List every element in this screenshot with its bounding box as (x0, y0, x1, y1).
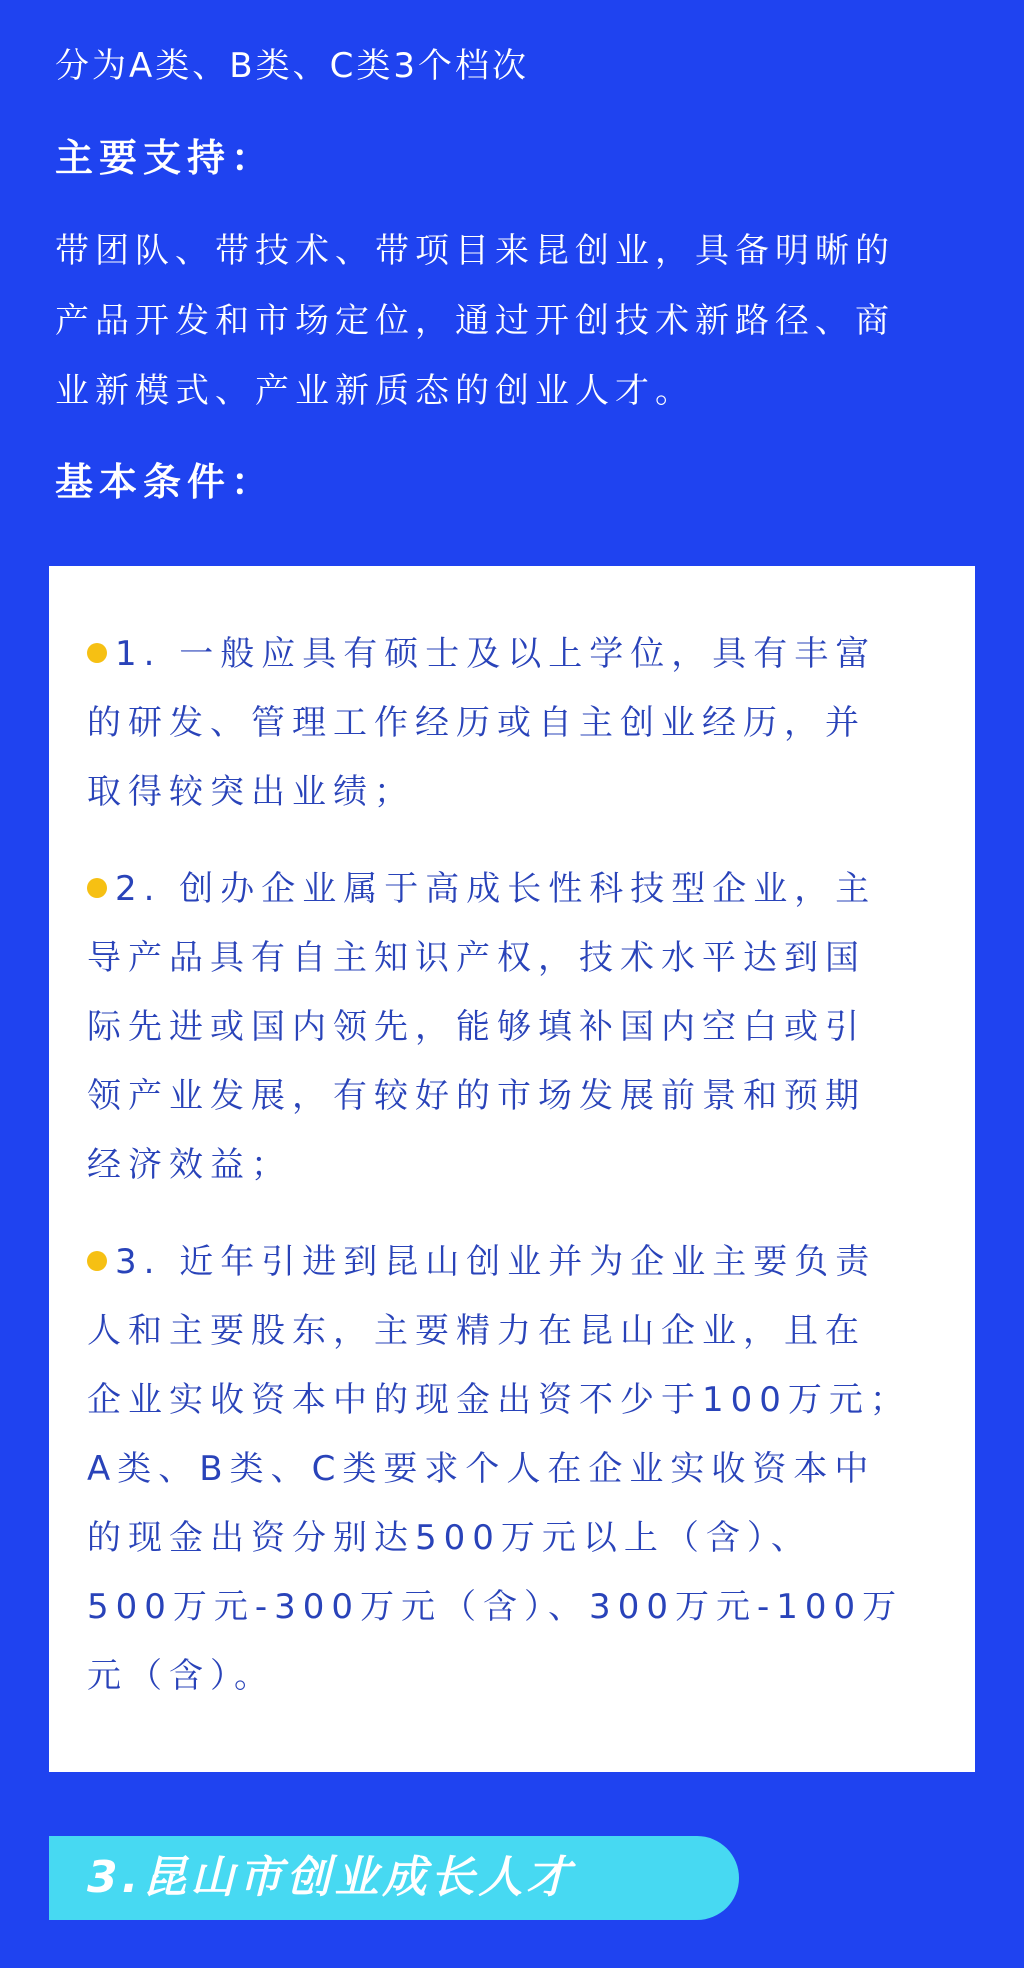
bullet-dot-icon (87, 643, 107, 663)
condition-line: 际先进或国内领先，能够填补国内空白或引 (87, 1007, 866, 1047)
condition-line (87, 1228, 967, 1297)
bullet-dot-icon (87, 878, 107, 898)
intro-text: 分为A类、B类、C类3个档次 (55, 46, 529, 86)
condition-line: 取得较突出业绩； (87, 772, 415, 812)
condition-line: 领产业发展，有较好的市场发展前景和预期 (87, 1076, 866, 1116)
conditions-card (49, 566, 975, 1772)
condition-item-1 (87, 620, 967, 827)
main-support-line: 业新模式、产业新质态的创业人才。 (55, 371, 695, 411)
condition-line: 的现金出资分别达500万元以上（含）、 (87, 1518, 812, 1558)
condition-item-2 (87, 855, 967, 1200)
main-support-line: 产品开发和市场定位，通过开创技术新路径、商 (55, 301, 895, 341)
condition-line: 企业实收资本中的现金出资不少于100万元； (87, 1380, 911, 1420)
condition-item-3 (87, 1228, 967, 1711)
condition-line (87, 620, 967, 689)
conditions-list (87, 620, 967, 1739)
section-title: 3.昆山市创业成长人才 (87, 1852, 575, 1903)
condition-line: 经济效益； (87, 1145, 292, 1185)
main-support-line: 带团队、带技术、带项目来昆创业，具备明晰的 (55, 231, 895, 271)
condition-text: 2. 创办企业属于高成长性科技型企业，主 (115, 869, 877, 909)
condition-line: A类、B类、C类要求个人在企业实收资本中 (87, 1449, 876, 1489)
main-support-paragraph (55, 216, 995, 426)
main-support-heading: 主要支持： (55, 136, 276, 180)
condition-line: 500万元-300万元（含）、300万元-100万 (87, 1587, 904, 1627)
condition-text: 1. 一般应具有硕士及以上学位，具有丰富 (115, 634, 877, 674)
condition-line: 人和主要股东，主要精力在昆山企业，且在 (87, 1311, 866, 1351)
section-title-banner (49, 1836, 739, 1920)
condition-line: 导产品具有自主知识产权，技术水平达到国 (87, 938, 866, 978)
condition-line (87, 855, 967, 924)
condition-line: 的研发、管理工作经历或自主创业经历，并 (87, 703, 866, 743)
basic-conditions-heading: 基本条件： (55, 460, 276, 504)
bullet-dot-icon (87, 1251, 107, 1271)
condition-text: 3. 近年引进到昆山创业并为企业主要负责 (115, 1242, 877, 1282)
condition-line: 元（含）。 (87, 1656, 275, 1696)
